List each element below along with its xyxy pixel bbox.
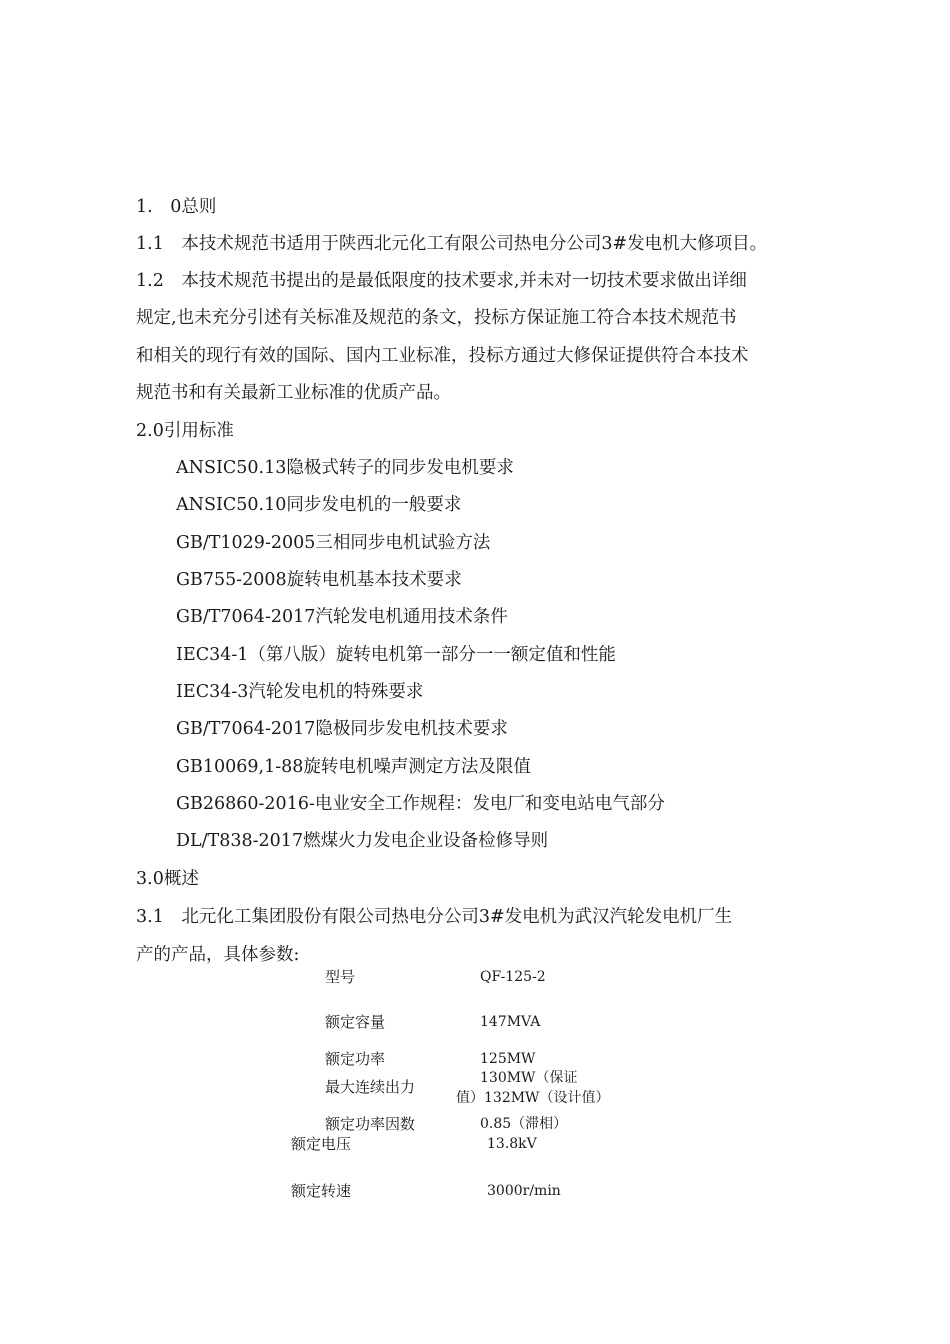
param-value-line-2: 值）132MW（设计值） bbox=[456, 1090, 610, 1106]
param-value-line-1: 130MW（保证 bbox=[480, 1070, 578, 1086]
standard-item: GB/T1029-2005三相同步电机试验方法 bbox=[176, 533, 491, 553]
standard-item: ANSIC50.10同步发电机的一般要求 bbox=[176, 495, 462, 515]
param-label: 额定功率 bbox=[325, 1050, 386, 1068]
standard-item: IEC34-1（第八版）旋转电机第一部分一一额定值和性能 bbox=[176, 645, 616, 665]
param-value: 147MVA bbox=[480, 1014, 541, 1030]
paragraph-1-2-line-3: 和相关的现行有效的国际、国内工业标准，投标方通过大修保证提供符合本技术 bbox=[136, 346, 749, 366]
standard-item: GB/T7064-2017汽轮发电机通用技术条件 bbox=[176, 607, 508, 627]
standard-item: GB10069,1-88旋转电机噪声测定方法及限值 bbox=[176, 757, 531, 777]
param-label: 额定电压 bbox=[291, 1135, 352, 1153]
standard-item: DL/T838-2017燃煤火力发电企业设备检修导则 bbox=[176, 831, 549, 851]
standard-item: GB26860-2016-电业安全工作规程：发电厂和变电站电气部分 bbox=[176, 794, 665, 814]
param-label: 最大连续出力 bbox=[325, 1078, 416, 1096]
paragraph-1-1: 1.1 本技术规范书适用于陕西北元化工有限公司热电分公司3#发电机大修项目。 bbox=[136, 234, 768, 254]
param-value: 3000r/min bbox=[487, 1183, 561, 1199]
section-3-heading: 3.0概述 bbox=[136, 869, 199, 889]
standard-item: GB755-2008旋转电机基本技术要求 bbox=[176, 570, 462, 590]
param-label: 型号 bbox=[325, 968, 356, 986]
standard-item: GB/T7064-2017隐极同步发电机技术要求 bbox=[176, 719, 508, 739]
param-value: QF-125-2 bbox=[480, 969, 546, 985]
section-2-heading: 2.0引用标准 bbox=[136, 421, 234, 441]
param-label: 额定功率因数 bbox=[325, 1115, 416, 1133]
param-value: 0.85（滞相） bbox=[480, 1116, 568, 1132]
paragraph-1-2-line-2: 规定,也未充分引述有关标准及规范的条文，投标方保证施工符合本技术规范书 bbox=[136, 308, 737, 328]
standard-item: ANSIC50.13隐极式转子的同步发电机要求 bbox=[176, 458, 514, 478]
paragraph-3-1-line-2: 产的产品，具体参数: bbox=[136, 945, 300, 965]
param-label: 额定转速 bbox=[291, 1182, 352, 1200]
section-1-heading: 1. 0总则 bbox=[136, 197, 217, 217]
standard-item: IEC34-3汽轮发电机的特殊要求 bbox=[176, 682, 424, 702]
paragraph-1-2-line-1: 1.2 本技术规范书提出的是最低限度的技术要求,并未对一切技术要求做出详细 bbox=[136, 271, 747, 291]
param-value: 125MW bbox=[480, 1051, 536, 1067]
param-value: 13.8kV bbox=[487, 1136, 537, 1152]
param-label: 额定容量 bbox=[325, 1013, 386, 1031]
paragraph-1-2-line-4: 规范书和有关最新工业标准的优质产品。 bbox=[136, 383, 451, 403]
paragraph-3-1-line-1: 3.1 北元化工集团股份有限公司热电分公司3#发电机为武汉汽轮发电机厂生 bbox=[136, 907, 733, 927]
